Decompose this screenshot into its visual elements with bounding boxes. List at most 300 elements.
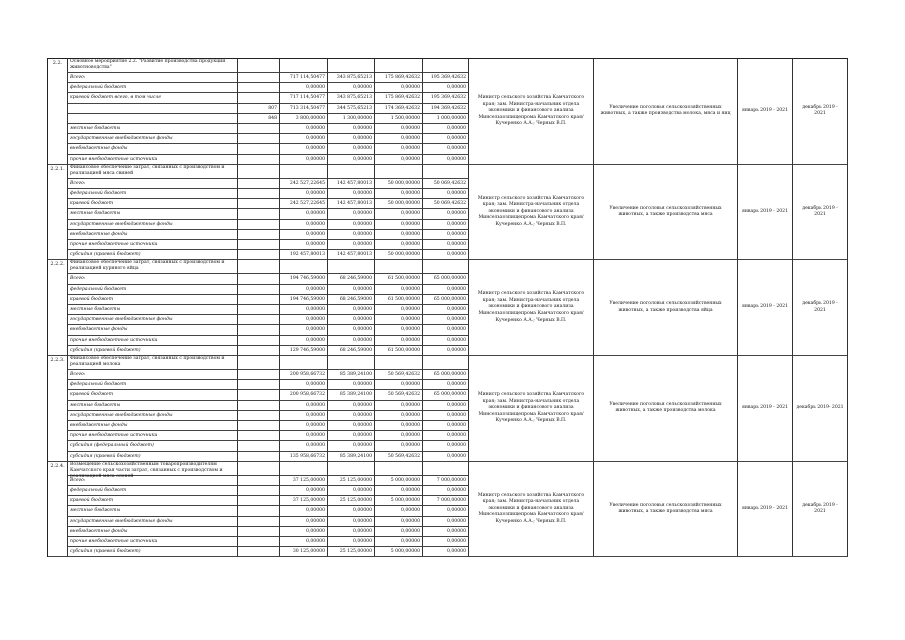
amount-cell: 0,00000 (375, 441, 423, 451)
row-label: Всего: (68, 274, 238, 284)
amount-cell: 0,00000 (423, 431, 469, 441)
section-title-blank (328, 165, 375, 179)
row-code (238, 441, 280, 451)
amount-cell: 0,00000 (375, 124, 423, 134)
row-label: субсидия (краевой бюджет) (68, 250, 238, 260)
row-label: краевой бюджет (68, 199, 238, 209)
row-label: государственные внебюджетные фонды (68, 517, 238, 527)
amount-cell: 0,00000 (423, 230, 469, 240)
row-code (238, 209, 280, 219)
row-code (238, 411, 280, 421)
amount-cell: 0,00000 (375, 230, 423, 240)
row-code (238, 370, 280, 380)
section-title-blank (423, 165, 469, 179)
amount-cell: 7 000,00000 (423, 476, 469, 486)
section-title-blank (423, 59, 469, 73)
amount-cell: 61 500,00000 (375, 346, 423, 356)
row-label: внебюджетные фонды (68, 230, 238, 240)
row-label: государственные внебюджетные фонды (68, 134, 238, 144)
row-label (68, 104, 238, 114)
amount-cell: 194 369,42632 (423, 104, 469, 114)
amount-cell: 0,00000 (328, 124, 375, 134)
amount-cell: 50 000,00000 (375, 199, 423, 209)
amount-cell: 50 069,42632 (423, 199, 469, 209)
amount-cell: 0,00000 (328, 486, 375, 496)
amount-cell: 0,00000 (375, 527, 423, 537)
amount-cell: 37 125,00000 (280, 496, 328, 506)
amount-cell: 0,00000 (328, 380, 375, 390)
row-code (238, 274, 280, 284)
amount-cell: 25 125,00000 (328, 496, 375, 506)
amount-cell: 68 246,59000 (328, 295, 375, 305)
section-title-blank (280, 462, 328, 476)
amount-cell: 129 746,59000 (280, 346, 328, 356)
amount-cell: 0,00000 (375, 189, 423, 199)
amount-cell: 50 569,42632 (375, 452, 423, 462)
amount-cell: 0,00000 (280, 230, 328, 240)
row-code: 848 (238, 114, 280, 124)
amount-cell: 0,00000 (375, 134, 423, 144)
executor-cell: Министр сельского хозяйства Камчатского края; зам. Министра-начальник отдела экономики и финансового анализа Минсельхозпищепрома Камчатского края/Кучеренко А.А.; Черных В.П. (469, 59, 594, 165)
amount-cell: 0,00000 (280, 220, 328, 230)
amount-cell: 0,00000 (328, 220, 375, 230)
amount-cell: 0,00000 (280, 83, 328, 93)
section-title: Основное мероприятие 2.2. "Развитие производства продукции животноводства" (68, 59, 238, 73)
amount-cell: 195 369,42632 (423, 73, 469, 83)
amount-cell: 1 500,00000 (375, 114, 423, 124)
amount-cell: 0,00000 (423, 346, 469, 356)
row-code: 807 (238, 104, 280, 114)
row-label: субсидия (краевой бюджет) (68, 452, 238, 462)
budget-table (47, 58, 848, 557)
amount-cell: 0,00000 (375, 486, 423, 496)
amount-cell: 0,00000 (280, 315, 328, 325)
amount-cell: 0,00000 (280, 506, 328, 516)
row-code (238, 380, 280, 390)
row-label: государственные внебюджетные фонды (68, 315, 238, 325)
amount-cell: 0,00000 (423, 315, 469, 325)
row-label: Всего: (68, 476, 238, 486)
amount-cell: 85 389,24100 (328, 370, 375, 380)
row-code (238, 73, 280, 83)
amount-cell: 0,00000 (280, 380, 328, 390)
row-code (238, 230, 280, 240)
row-label (68, 114, 238, 124)
amount-cell: 85 389,24100 (328, 390, 375, 400)
amount-cell: 0,00000 (423, 527, 469, 537)
row-label: внебюджетные фонды (68, 144, 238, 154)
amount-cell: 0,00000 (423, 83, 469, 93)
amount-cell: 65 000,00000 (423, 390, 469, 400)
amount-cell: 175 869,42632 (375, 93, 423, 103)
row-code (238, 124, 280, 134)
result-cell: Увеличение поголовья сельскохозяйственных животных, а также производства молока, мяса и яиц (594, 59, 738, 165)
row-code (238, 421, 280, 431)
amount-cell: 65 000,00000 (423, 370, 469, 380)
section-title-blank (375, 260, 423, 274)
amount-cell: 0,00000 (328, 411, 375, 421)
row-code (238, 155, 280, 165)
amount-cell: 0,00000 (280, 401, 328, 411)
row-code (238, 431, 280, 441)
section-title-blank (375, 59, 423, 73)
amount-cell: 5 000,00000 (375, 476, 423, 486)
row-label: Всего: (68, 73, 238, 83)
result-cell: Увеличение поголовья сельскохозяйственных животных, а также производства мяса (594, 165, 738, 261)
row-label: субсидия (краевой бюджет) (68, 547, 238, 557)
amount-cell: 1 300,00000 (328, 114, 375, 124)
amount-cell: 0,00000 (423, 240, 469, 250)
row-label: субсидия (краевой бюджет) (68, 346, 238, 356)
section-title-blank (375, 356, 423, 370)
amount-cell: 0,00000 (375, 325, 423, 335)
amount-cell: 142 457,80013 (328, 179, 375, 189)
amount-cell: 713 314,50477 (280, 104, 328, 114)
row-label: внебюджетные фонды (68, 527, 238, 537)
section-code: 2.2.3. (48, 356, 68, 462)
section-title-blank (328, 462, 375, 476)
amount-cell: 0,00000 (280, 209, 328, 219)
start-date-cell: январь 2019 - 2021 (738, 59, 793, 165)
row-code (238, 390, 280, 400)
amount-cell: 200 958,66732 (280, 370, 328, 380)
row-label: прочие внебюджетные источники (68, 155, 238, 165)
row-code (238, 547, 280, 557)
amount-cell: 0,00000 (423, 452, 469, 462)
amount-cell: 0,00000 (423, 189, 469, 199)
amount-cell: 0,00000 (423, 517, 469, 527)
section-title-blank (280, 165, 328, 179)
amount-cell: 0,00000 (280, 124, 328, 134)
amount-cell: 0,00000 (328, 517, 375, 527)
amount-cell: 0,00000 (423, 401, 469, 411)
row-code (238, 401, 280, 411)
row-code (238, 346, 280, 356)
amount-cell: 0,00000 (423, 421, 469, 431)
row-label: прочие внебюджетные источники (68, 336, 238, 346)
section-title-blank (423, 260, 469, 274)
amount-cell: 0,00000 (375, 83, 423, 93)
executor-cell: Министр сельского хозяйства Камчатского края; зам. Министра-начальник отдела экономики и финансового анализа Минсельхозпищепрома Камчатского края/Кучеренко А.А.; Черных В.П. (469, 356, 594, 462)
amount-cell: 0,00000 (423, 325, 469, 335)
amount-cell: 0,00000 (280, 336, 328, 346)
row-label: государственные внебюджетные фонды (68, 411, 238, 421)
row-label: федеральный бюджет (68, 486, 238, 496)
row-code (238, 305, 280, 315)
amount-cell: 5 000,00000 (375, 547, 423, 557)
row-label: местные бюджеты (68, 305, 238, 315)
row-label: прочие внебюджетные источники (68, 537, 238, 547)
row-label: федеральный бюджет (68, 189, 238, 199)
amount-cell: 65 000,00000 (423, 295, 469, 305)
executor-cell: Министр сельского хозяйства Камчатского края; зам. Министра-начальник отдела экономики и финансового анализа Минсельхозпищепрома Камчатского края/Кучеренко А.А.; Черных В.П. (469, 165, 594, 261)
start-date-cell: январь 2019 - 2021 (738, 356, 793, 462)
amount-cell: 717 114,50477 (280, 93, 328, 103)
amount-cell: 0,00000 (328, 401, 375, 411)
amount-cell: 174 369,42632 (375, 104, 423, 114)
amount-cell: 0,00000 (423, 486, 469, 496)
end-date-cell: декабрь 2019 - 2021 (793, 165, 848, 261)
amount-cell: 0,00000 (328, 305, 375, 315)
row-label: федеральный бюджет (68, 380, 238, 390)
row-code (238, 527, 280, 537)
amount-cell: 25 125,00000 (328, 476, 375, 486)
amount-cell: 0,00000 (280, 411, 328, 421)
end-date-cell: декабрь 2019 - 2021 (793, 260, 848, 356)
row-code (238, 93, 280, 103)
amount-cell: 50 569,42632 (375, 370, 423, 380)
row-label: краевой бюджет (68, 295, 238, 305)
amount-cell: 0,00000 (423, 209, 469, 219)
amount-cell: 50 000,00000 (375, 179, 423, 189)
amount-cell: 0,00000 (328, 336, 375, 346)
amount-cell: 50 069,42632 (423, 179, 469, 189)
amount-cell: 25 125,00000 (328, 547, 375, 557)
amount-cell: 194 746,59000 (280, 295, 328, 305)
amount-cell: 0,00000 (375, 336, 423, 346)
row-label: прочие внебюджетные источники (68, 431, 238, 441)
amount-cell: 0,00000 (328, 240, 375, 250)
start-date-cell: январь 2019 - 2021 (738, 462, 793, 558)
amount-cell: 242 527,22645 (280, 179, 328, 189)
amount-cell: 0,00000 (328, 431, 375, 441)
section-title-blank (280, 59, 328, 73)
row-label: субсидия (федеральный бюджет) (68, 441, 238, 451)
amount-cell: 0,00000 (328, 315, 375, 325)
amount-cell: 0,00000 (280, 486, 328, 496)
amount-cell: 194 746,59000 (280, 274, 328, 284)
amount-cell: 0,00000 (280, 431, 328, 441)
section-title-spacer (238, 59, 280, 73)
amount-cell: 3 800,00000 (280, 114, 328, 124)
row-code (238, 134, 280, 144)
amount-cell: 0,00000 (328, 134, 375, 144)
section-code: 2.2. (48, 59, 68, 165)
amount-cell: 142 457,80013 (328, 250, 375, 260)
amount-cell: 175 869,42632 (375, 73, 423, 83)
amount-cell: 0,00000 (280, 441, 328, 451)
amount-cell: 343 875,65213 (328, 73, 375, 83)
amount-cell: 68 246,59000 (328, 346, 375, 356)
amount-cell: 0,00000 (280, 134, 328, 144)
row-code (238, 537, 280, 547)
row-label: краевой бюджет (68, 390, 238, 400)
section-title-blank (423, 462, 469, 476)
section-title: Финансовое обеспечение затрат, связанных с производством и реализацией молока (68, 356, 238, 370)
amount-cell: 37 125,00000 (280, 476, 328, 486)
amount-cell: 0,00000 (328, 441, 375, 451)
amount-cell: 0,00000 (280, 189, 328, 199)
amount-cell: 0,00000 (375, 537, 423, 547)
section-title: Финансовое обеспечение затрат, связанных с производством и реализацией мяса свиней (68, 165, 238, 179)
row-code (238, 325, 280, 335)
section-code: 2.2.1. (48, 165, 68, 261)
amount-cell: 0,00000 (328, 325, 375, 335)
amount-cell: 0,00000 (328, 230, 375, 240)
amount-cell: 0,00000 (280, 537, 328, 547)
amount-cell: 0,00000 (375, 155, 423, 165)
section-code: 2.2.2. (48, 260, 68, 356)
amount-cell: 142 457,80013 (328, 199, 375, 209)
row-code (238, 315, 280, 325)
end-date-cell: декабрь 2019 - 2021 (793, 462, 848, 558)
amount-cell: 0,00000 (423, 441, 469, 451)
amount-cell: 0,00000 (423, 250, 469, 260)
amount-cell: 0,00000 (375, 421, 423, 431)
amount-cell: 717 114,50477 (280, 73, 328, 83)
amount-cell: 5 000,00000 (375, 496, 423, 506)
amount-cell: 61 500,00000 (375, 295, 423, 305)
row-label: федеральный бюджет (68, 83, 238, 93)
row-label: местные бюджеты (68, 506, 238, 516)
row-code (238, 240, 280, 250)
section-title-spacer (238, 260, 280, 274)
row-code (238, 179, 280, 189)
end-date-cell: декабрь 2019 - 2021 (793, 59, 848, 165)
row-label: местные бюджеты (68, 401, 238, 411)
amount-cell: 0,00000 (280, 305, 328, 315)
row-label: прочие внебюджетные источники (68, 240, 238, 250)
amount-cell: 0,00000 (375, 380, 423, 390)
section-title-spacer (238, 356, 280, 370)
row-code (238, 144, 280, 154)
amount-cell: 0,00000 (423, 506, 469, 516)
amount-cell: 0,00000 (375, 315, 423, 325)
amount-cell: 200 958,66732 (280, 390, 328, 400)
amount-cell: 0,00000 (423, 124, 469, 134)
amount-cell: 0,00000 (375, 517, 423, 527)
start-date-cell: январь 2019 - 2021 (738, 260, 793, 356)
section-title-blank (328, 59, 375, 73)
amount-cell: 0,00000 (328, 83, 375, 93)
amount-cell: 61 500,00000 (375, 274, 423, 284)
section-code: 2.2.4. (48, 462, 68, 558)
amount-cell: 135 958,66732 (280, 452, 328, 462)
row-label: Всего: (68, 370, 238, 380)
amount-cell: 0,00000 (375, 305, 423, 315)
amount-cell: 68 246,59000 (328, 274, 375, 284)
amount-cell: 0,00000 (375, 506, 423, 516)
section-title: Возмещение сельскохозяйственным товаропроизводителям Камчатского края части затрат, связанных с производством и реализацией мяса оленей (68, 462, 238, 476)
amount-cell: 0,00000 (328, 285, 375, 295)
row-label: краевой бюджет всего, в том числе (68, 93, 238, 103)
section-title-spacer (238, 462, 280, 476)
row-label: краевой бюджет (68, 496, 238, 506)
amount-cell: 1 000,00000 (423, 114, 469, 124)
row-code (238, 295, 280, 305)
section-title-spacer (238, 165, 280, 179)
executor-cell: Министр сельского хозяйства Камчатского края; зам. Министра-начальник отдела экономики и финансового анализа Минсельхозпищепрома Камчатского края/Кучеренко А.А.; Черных В.П. (469, 462, 594, 558)
row-code (238, 336, 280, 346)
amount-cell: 192 457,80013 (280, 250, 328, 260)
amount-cell: 343 875,65213 (328, 93, 375, 103)
row-code (238, 189, 280, 199)
row-label: местные бюджеты (68, 209, 238, 219)
amount-cell: 0,00000 (375, 431, 423, 441)
amount-cell: 0,00000 (375, 144, 423, 154)
amount-cell: 0,00000 (423, 285, 469, 295)
row-label: внебюджетные фонды (68, 421, 238, 431)
amount-cell: 344 575,65213 (328, 104, 375, 114)
amount-cell: 0,00000 (280, 421, 328, 431)
row-label: внебюджетные фонды (68, 325, 238, 335)
amount-cell: 0,00000 (280, 325, 328, 335)
section-title-blank (375, 165, 423, 179)
start-date-cell: январь 2019 - 2021 (738, 165, 793, 261)
amount-cell: 0,00000 (328, 527, 375, 537)
amount-cell: 242 527,22645 (280, 199, 328, 209)
amount-cell: 50 569,42632 (375, 390, 423, 400)
amount-cell: 0,00000 (280, 517, 328, 527)
amount-cell: 0,00000 (423, 144, 469, 154)
amount-cell: 0,00000 (280, 240, 328, 250)
amount-cell: 0,00000 (328, 421, 375, 431)
amount-cell: 0,00000 (423, 155, 469, 165)
row-code (238, 517, 280, 527)
section-title-blank (423, 356, 469, 370)
amount-cell: 0,00000 (423, 537, 469, 547)
amount-cell: 0,00000 (423, 305, 469, 315)
amount-cell: 0,00000 (328, 155, 375, 165)
row-code (238, 220, 280, 230)
amount-cell: 0,00000 (375, 411, 423, 421)
amount-cell: 65 000,00000 (423, 274, 469, 284)
row-label: государственные внебюджетные фонды (68, 220, 238, 230)
row-label: Всего: (68, 179, 238, 189)
result-cell: Увеличение поголовья сельскохозяйственных животных, а также производства яйца (594, 260, 738, 356)
amount-cell: 0,00000 (375, 285, 423, 295)
section-title-blank (280, 356, 328, 370)
amount-cell: 0,00000 (375, 401, 423, 411)
result-cell: Увеличение поголовья сельскохозяйственных животных, а также производства мяса (594, 462, 738, 558)
amount-cell: 50 000,00000 (375, 250, 423, 260)
section-title-blank (375, 462, 423, 476)
row-code (238, 496, 280, 506)
amount-cell: 0,00000 (375, 220, 423, 230)
amount-cell: 0,00000 (280, 144, 328, 154)
amount-cell: 0,00000 (280, 285, 328, 295)
row-label: федеральный бюджет (68, 285, 238, 295)
result-cell: Увеличение поголовья сельскохозяйственных животных, а также производства молока (594, 356, 738, 462)
section-title: Финансовое обеспечение затрат, связанных с производством и реализацией куриного яйца (68, 260, 238, 274)
amount-cell: 0,00000 (423, 134, 469, 144)
amount-cell: 0,00000 (423, 380, 469, 390)
amount-cell: 0,00000 (423, 547, 469, 557)
amount-cell: 0,00000 (328, 209, 375, 219)
row-code (238, 506, 280, 516)
row-code (238, 452, 280, 462)
amount-cell: 0,00000 (423, 220, 469, 230)
row-code (238, 285, 280, 295)
amount-cell: 30 125,00000 (280, 547, 328, 557)
amount-cell: 0,00000 (423, 411, 469, 421)
executor-cell: Министр сельского хозяйства Камчатского края; зам. Министра-начальник отдела экономики и финансового анализа Минсельхозпищепрома Камчатского края/Кучеренко А.А.; Черных В.П. (469, 260, 594, 356)
section-title-blank (328, 260, 375, 274)
row-label: местные бюджеты (68, 124, 238, 134)
amount-cell: 0,00000 (280, 155, 328, 165)
amount-cell: 7 000,00000 (423, 496, 469, 506)
row-code (238, 199, 280, 209)
row-code (238, 476, 280, 486)
row-code (238, 83, 280, 93)
row-code (238, 250, 280, 260)
amount-cell: 0,00000 (375, 240, 423, 250)
end-date-cell: декабрь 2019- 2021 (793, 356, 848, 462)
amount-cell: 0,00000 (328, 506, 375, 516)
amount-cell: 0,00000 (328, 144, 375, 154)
row-code (238, 486, 280, 496)
amount-cell: 0,00000 (280, 527, 328, 537)
